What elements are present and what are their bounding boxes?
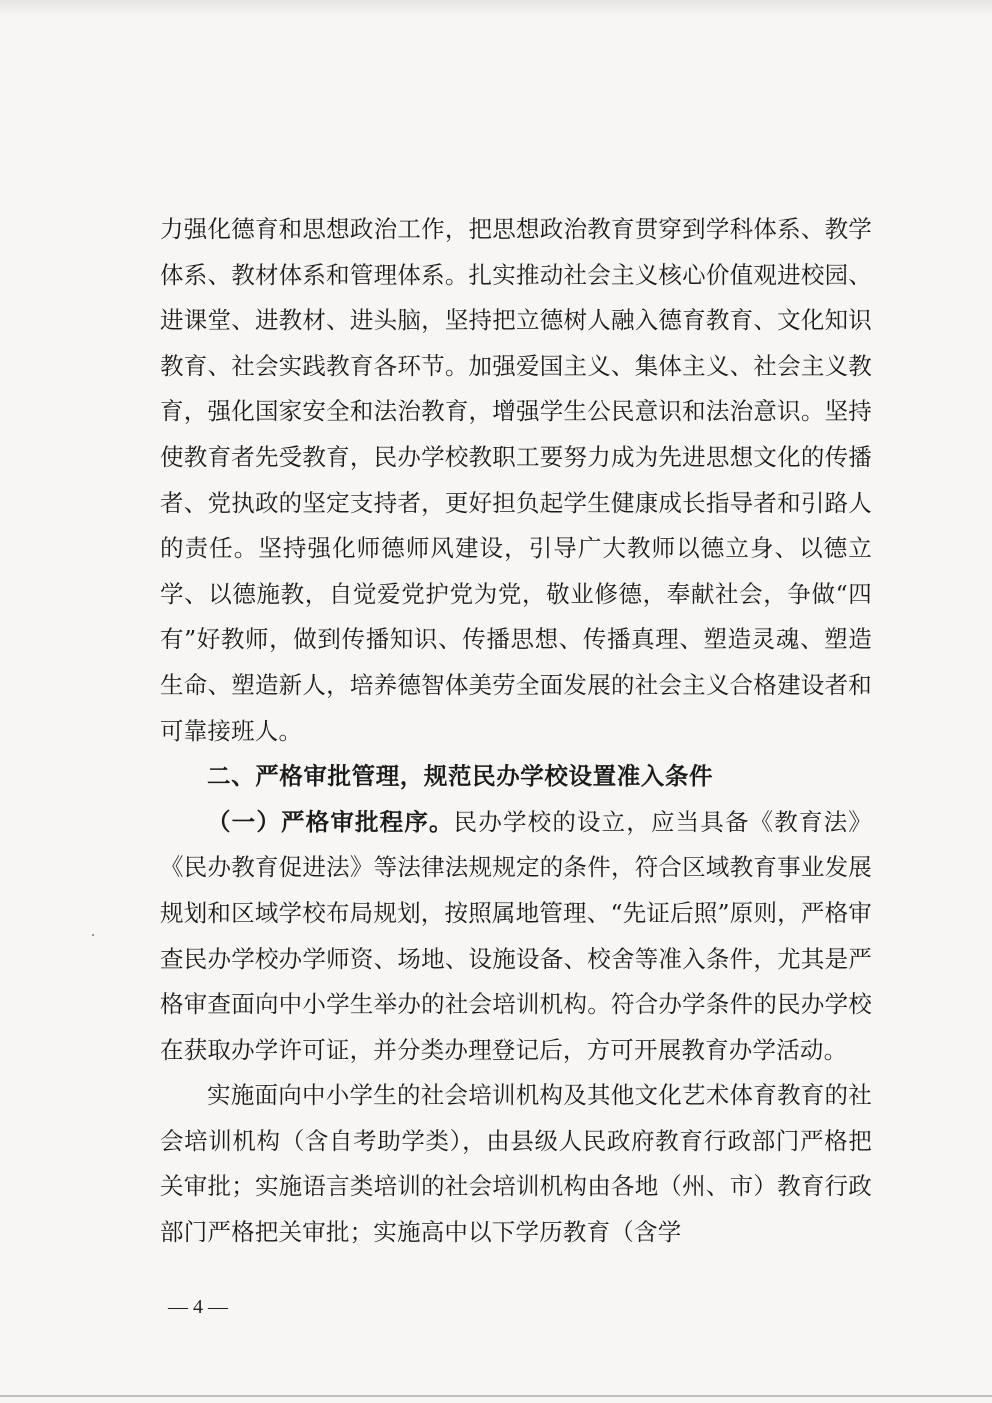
page-number: — 4 —	[168, 1296, 228, 1318]
subsection-label: （一）严格审批程序。	[207, 807, 454, 836]
paragraph-3: 实施面向中小学生的社会培训机构及其他文化艺术体育教育的社会培训机构（含自考助学类），由县级人民政府教育行政部门严格把关审批；实施语言类培训的社会培训机构由各地（州、市）教育行政部门严格把关审批；实施高中以下学历教育（含学	[160, 1081, 872, 1247]
paragraph-2-body: 民办学校的设立，应当具备《教育法》《民办教育促进法》等法律法规规定的条件，符合区域教育事业发展规划和区域学校布局规划，按照属地管理、“先证后照”原则，严格审查民办学校办学师资、场地、设施设备、校舍等准入条件，尤其是严格审查面向中小学生举办的社会培训机构。符合办学条件的民办学校在获取办学许可证，并分类办理登记后，方可开展教育办学活动。	[160, 807, 872, 1064]
paragraph-1: 力强化德育和思想政治工作，把思想政治教育贯穿到学科体系、教学体系、教材体系和管理体系。扎实推动社会主义核心价值观进校园、进课堂、进教材、进头脑，坚持把立德树人融入德育教育、文化知识教育、社会实践教育各环节。加强爱国主义、集体主义、社会主义教育，强化国家安全和法治教育，增强学生公民意识和法治意识。坚持使教育者先受教育，民办学校教职工要努力成为先进思想文化的传播者、党执政的坚定支持者，更好担负起学生健康成长指导者和引路人的责任。坚持强化师德师风建设，引导广大教师以德立身、以德立学、以德施教，自觉爱党护党为党，敬业修德，奉献社会，争做“四有”好教师，做到传播知识、传播思想、传播真理、塑造灵魂、塑造生命、塑造新人，培养德智体美劳全面发展的社会主义合格建设者和可靠接班人。	[160, 215, 872, 745]
section-heading: 二、严格审批管理，规范民办学校设置准入条件	[207, 762, 714, 791]
scan-edge-bottom	[0, 1395, 992, 1397]
scan-edge-top	[0, 0, 992, 16]
scan-speck	[92, 934, 94, 936]
paragraph-2	[160, 800, 872, 1074]
document-body	[160, 207, 872, 1256]
